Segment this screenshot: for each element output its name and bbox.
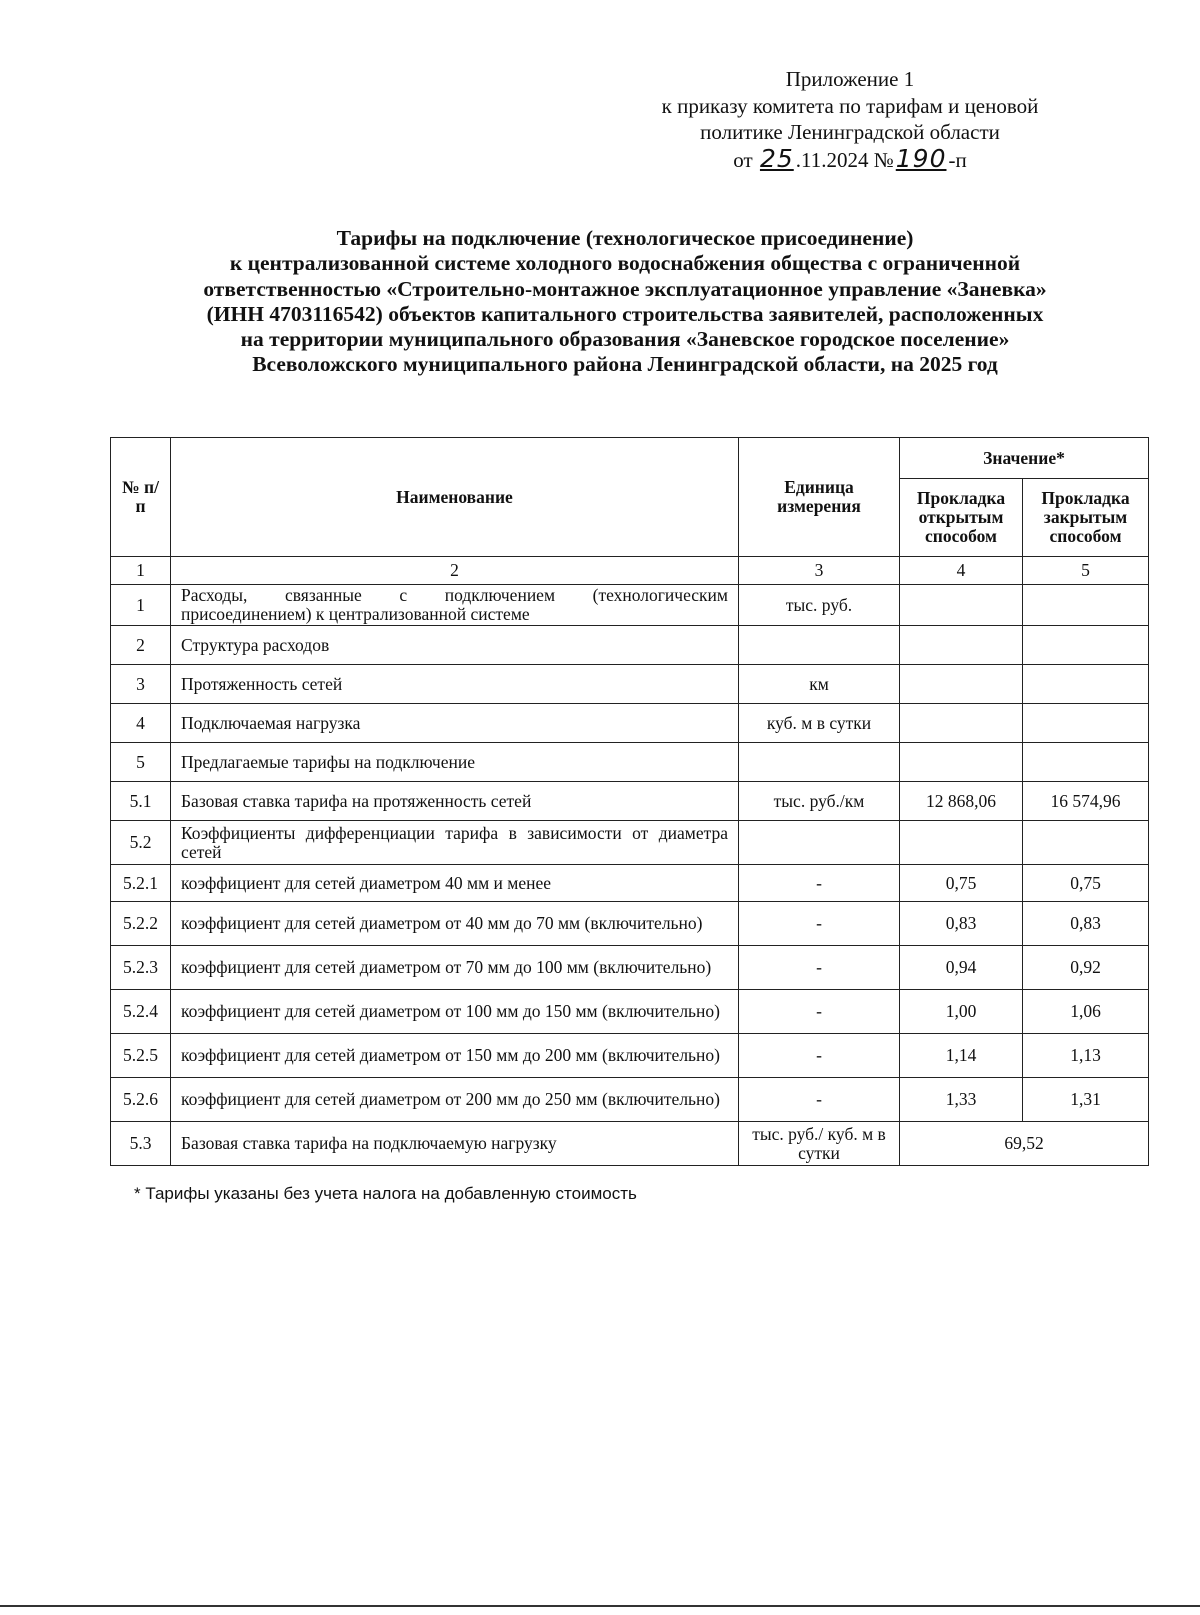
row-name: Структура расходов: [171, 626, 739, 665]
title-line: Всеволожского муниципального района Ленинградской области, на 2025 год: [252, 352, 998, 377]
row-open-value: [900, 743, 1023, 782]
footnote: * Тарифы указаны без учета налога на добавленную стоимость: [134, 1184, 637, 1203]
tariff-table: [110, 437, 1149, 1166]
row-closed-value: 0,83: [1023, 902, 1149, 946]
row-closed-value: 1,06: [1023, 990, 1149, 1034]
row-unit: -: [739, 865, 900, 902]
table-row: [111, 946, 1149, 990]
row-unit: -: [739, 946, 900, 990]
row-num: 4: [111, 704, 171, 743]
table-row: [111, 821, 1149, 865]
header-value: Значение*: [900, 438, 1149, 479]
header-open: Прокладка открытым способом: [900, 479, 1023, 557]
row-num: 1: [111, 585, 171, 626]
row-closed-value: 1,31: [1023, 1078, 1149, 1122]
col-number: 2: [171, 557, 739, 585]
row-num: 5.2.5: [111, 1034, 171, 1078]
scan-bottom-edge: [0, 1605, 1200, 1607]
header-name: Наименование: [171, 438, 739, 557]
row-unit: тыс. руб./ куб. м в сутки: [739, 1122, 900, 1166]
col-number: 3: [739, 557, 900, 585]
row-name: Коэффициенты дифференциации тарифа в зависимости от диаметра сетей: [171, 821, 739, 865]
table-row: [111, 902, 1149, 946]
row-num: 5.2.6: [111, 1078, 171, 1122]
row-unit: -: [739, 1078, 900, 1122]
row-unit: -: [739, 1034, 900, 1078]
row-num: 5.2.1: [111, 865, 171, 902]
row-unit: км: [739, 665, 900, 704]
col-number: 1: [111, 557, 171, 585]
date-prefix: от: [733, 147, 753, 172]
table-row: [111, 782, 1149, 821]
row-merged-value: 69,52: [900, 1122, 1149, 1166]
row-num: 5.1: [111, 782, 171, 821]
row-open-value: 1,00: [900, 990, 1023, 1034]
row-open-value: [900, 704, 1023, 743]
row-unit: -: [739, 902, 900, 946]
column-number-row: [111, 557, 1149, 585]
row-name: Протяженность сетей: [171, 665, 739, 704]
col-number: 4: [900, 557, 1023, 585]
row-open-value: 0,94: [900, 946, 1023, 990]
row-num: 5.2.4: [111, 990, 171, 1034]
row-num: 5.2: [111, 821, 171, 865]
header-num: № п/п: [111, 438, 171, 557]
annex-date-line: [600, 143, 1100, 174]
row-num: 5.2.3: [111, 946, 171, 990]
row-closed-value: [1023, 585, 1149, 626]
annex-order-line: к приказу комитета по тарифам и ценовой: [661, 93, 1039, 118]
row-open-value: 0,83: [900, 902, 1023, 946]
row-closed-value: [1023, 665, 1149, 704]
row-unit: тыс. руб.: [739, 585, 900, 626]
date-middle: .11.2024 №: [795, 147, 894, 172]
row-name: Расходы, связанные с подключением (технологическим присоединением) к централизованной системе: [171, 585, 739, 626]
table-row: [111, 1122, 1149, 1166]
row-name: Подключаемая нагрузка: [171, 704, 739, 743]
row-open-value: [900, 665, 1023, 704]
row-name: коэффициент для сетей диаметром от 200 мм до 250 мм (включительно): [171, 1078, 739, 1122]
col-number: 5: [1023, 557, 1149, 585]
row-unit: тыс. руб./км: [739, 782, 900, 821]
row-name: коэффициент для сетей диаметром от 70 мм до 100 мм (включительно): [171, 946, 739, 990]
row-open-value: [900, 626, 1023, 665]
row-closed-value: [1023, 821, 1149, 865]
row-name: Предлагаемые тарифы на подключение: [171, 743, 739, 782]
annex-block: [600, 66, 1100, 173]
row-num: 5.3: [111, 1122, 171, 1166]
annex-title: Приложение 1: [785, 67, 915, 91]
row-name: коэффициент для сетей диаметром от 40 мм до 70 мм (включительно): [171, 902, 739, 946]
title-line: ответственностью «Строительно-монтажное эксплуатационное управление «Заневка»: [203, 276, 1047, 301]
row-name: коэффициент для сетей диаметром 40 мм и менее: [171, 865, 739, 902]
title-line: к централизованной системе холодного водоснабжения общества с ограниченной: [229, 251, 1021, 276]
row-num: 3: [111, 665, 171, 704]
table-row: [111, 1078, 1149, 1122]
row-closed-value: [1023, 704, 1149, 743]
row-open-value: [900, 821, 1023, 865]
row-closed-value: [1023, 743, 1149, 782]
row-open-value: 12 868,06: [900, 782, 1023, 821]
header-closed: Прокладка закрытым способом: [1023, 479, 1149, 557]
row-unit: -: [739, 990, 900, 1034]
title-line: (ИНН 4703116542) объектов капитального строительства заявителей, расположенных: [206, 301, 1044, 326]
header-unit: Единица измерения: [739, 438, 900, 557]
row-name: Базовая ставка тарифа на подключаемую нагрузку: [171, 1122, 739, 1166]
title-line: на территории муниципального образования «Заневское городское поселение»: [240, 327, 1010, 352]
row-num: 2: [111, 626, 171, 665]
row-closed-value: [1023, 626, 1149, 665]
handwritten-day: 25: [759, 143, 794, 173]
row-name: коэффициент для сетей диаметром от 150 мм до 200 мм (включительно): [171, 1034, 739, 1078]
table-row: [111, 585, 1149, 626]
row-open-value: 1,33: [900, 1078, 1023, 1122]
row-name: коэффициент для сетей диаметром от 100 мм до 150 мм (включительно): [171, 990, 739, 1034]
row-closed-value: 16 574,96: [1023, 782, 1149, 821]
row-unit: [739, 626, 900, 665]
row-open-value: 1,14: [900, 1034, 1023, 1078]
row-unit: [739, 743, 900, 782]
document-title: [110, 226, 1140, 378]
row-closed-value: 0,75: [1023, 865, 1149, 902]
title-line: Тарифы на подключение (технологическое присоединение): [336, 226, 914, 250]
table-row: [111, 704, 1149, 743]
row-open-value: 0,75: [900, 865, 1023, 902]
table-row: [111, 865, 1149, 902]
date-suffix: -п: [948, 147, 967, 172]
table-row: [111, 1034, 1149, 1078]
table-row: [111, 743, 1149, 782]
row-num: 5.2.2: [111, 902, 171, 946]
row-unit: куб. м в сутки: [739, 704, 900, 743]
handwritten-number: 190: [895, 143, 947, 173]
row-closed-value: 0,92: [1023, 946, 1149, 990]
table-row: [111, 990, 1149, 1034]
row-num: 5: [111, 743, 171, 782]
table-row: [111, 665, 1149, 704]
row-open-value: [900, 585, 1023, 626]
row-name: Базовая ставка тарифа на протяженность сетей: [171, 782, 739, 821]
table-row: [111, 626, 1149, 665]
row-closed-value: 1,13: [1023, 1034, 1149, 1078]
row-unit: [739, 821, 900, 865]
annex-committee-line: политике Ленинградской области: [700, 120, 1000, 144]
